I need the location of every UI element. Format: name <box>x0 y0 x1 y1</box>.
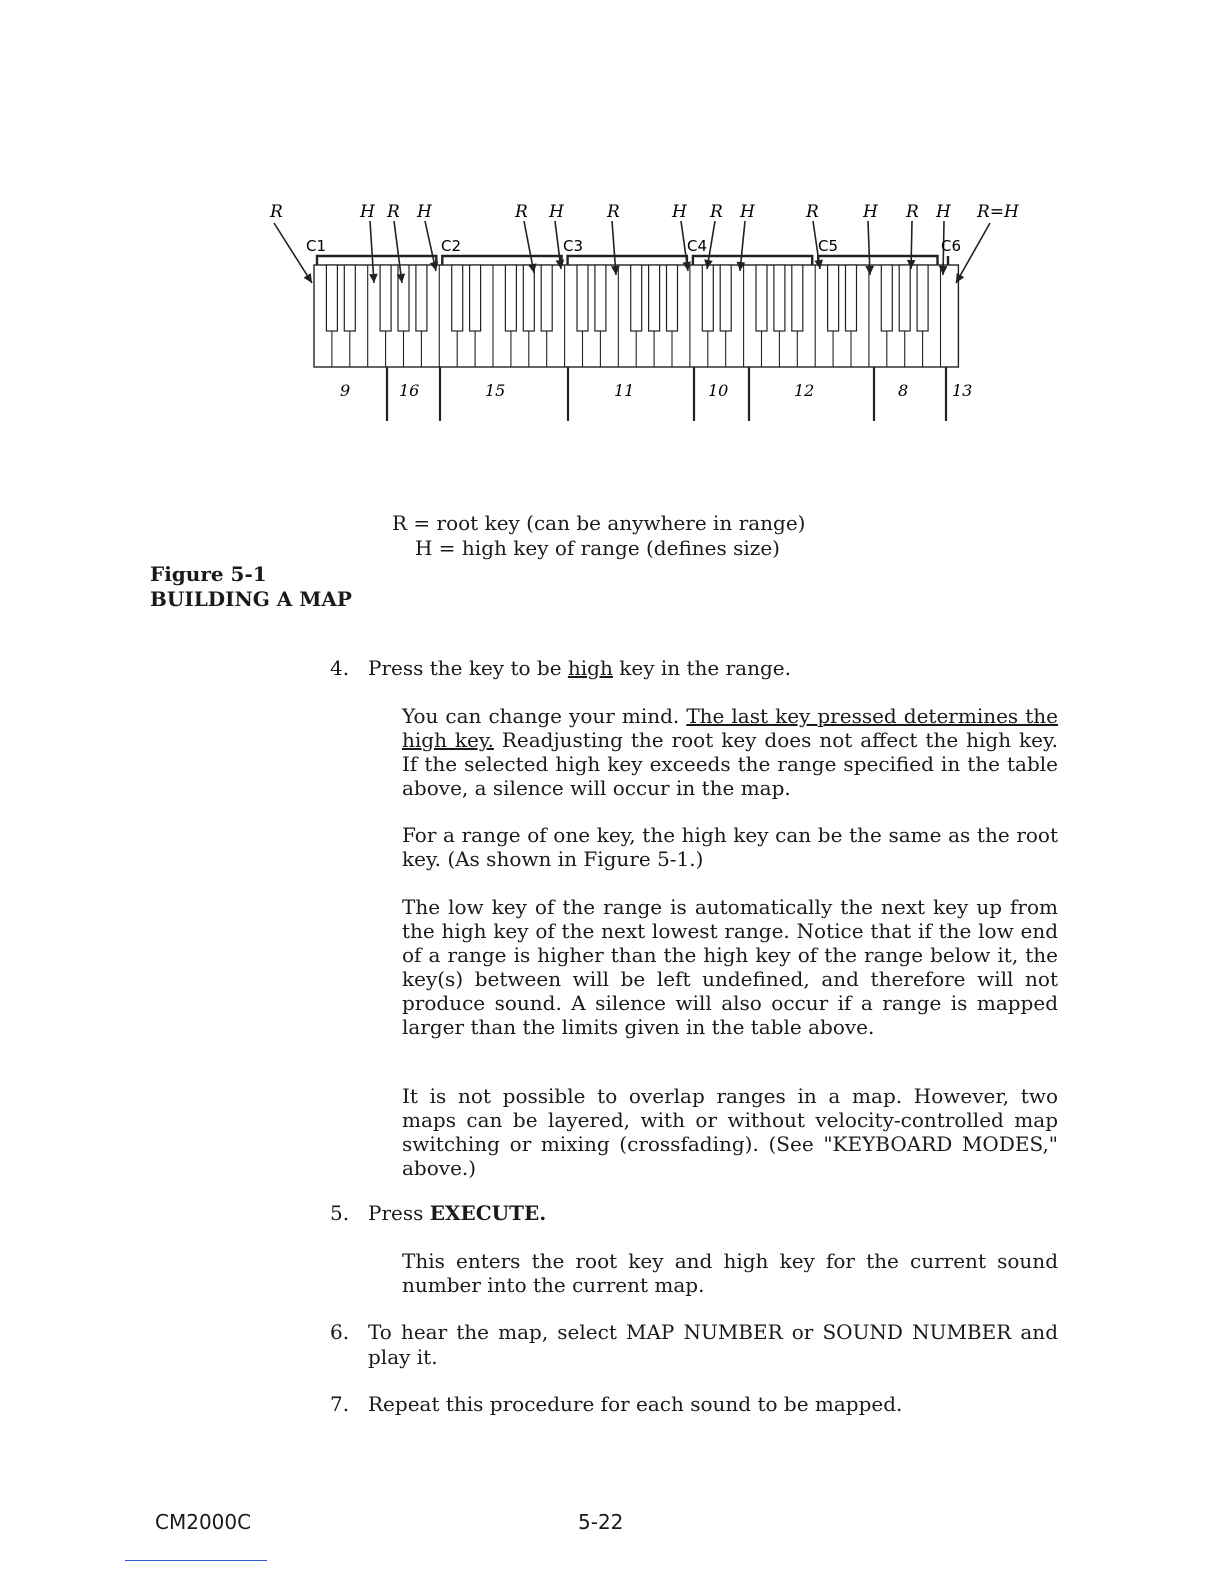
black-key <box>344 265 355 331</box>
label-h-4: H <box>672 202 687 222</box>
black-key <box>917 265 928 331</box>
step-4-paragraph-1 <box>402 704 1058 800</box>
label-r-3: R <box>515 202 528 222</box>
step-text-post: key in the range. <box>612 656 791 680</box>
step-text: Repeat this procedure for each sound to be mapped. <box>368 1392 903 1416</box>
black-key <box>505 265 516 331</box>
octave-bracket <box>317 256 436 265</box>
black-key <box>452 265 463 331</box>
paragraph-text-post: Readjusting the root key does not affect the high key. If the selected high key exceeds the range specified in the table above, a silence will occur in the map. <box>402 728 1058 800</box>
range-number-6: 12 <box>794 381 815 400</box>
range-number-7: 8 <box>898 381 909 400</box>
range-number-8: 13 <box>952 381 973 400</box>
range-dividers <box>387 367 946 421</box>
black-key <box>774 265 785 331</box>
step-number: 6. <box>330 1320 350 1344</box>
black-key <box>380 265 391 331</box>
paragraph-text-pre: You can change your mind. <box>402 704 687 728</box>
label-h-6: H <box>863 202 878 222</box>
range-number-2: 16 <box>399 381 420 400</box>
octave-label-c1: C1 <box>306 237 327 255</box>
step-6 <box>330 1320 1058 1370</box>
label-r-4: R <box>607 202 620 222</box>
label-r-5: R <box>710 202 723 222</box>
black-key <box>720 265 731 331</box>
footer-rule <box>125 1560 267 1561</box>
figure-title: BUILDING A MAP <box>150 587 352 611</box>
step-4-paragraph-2: For a range of one key, the high key can be the same as the root key. (As shown in Figure 5-1.) <box>402 823 1058 871</box>
keyboard-map-figure <box>260 195 1020 430</box>
figure-caption <box>150 562 352 612</box>
label-h-3: H <box>549 202 564 222</box>
step-text-pre: Press the key to be <box>368 656 568 680</box>
black-key <box>470 265 481 331</box>
black-key <box>702 265 713 331</box>
octave-label-c3: C3 <box>563 237 584 255</box>
label-r-7: R <box>906 202 919 222</box>
label-h-1: H <box>360 202 375 222</box>
range-number-4: 11 <box>614 381 635 400</box>
black-key <box>792 265 803 331</box>
arrow-head <box>430 261 438 271</box>
footer-page-number: 5-22 <box>578 1510 624 1534</box>
figure-number: Figure 5-1 <box>150 562 267 586</box>
arrow-head <box>865 266 874 275</box>
step-text-pre: Press <box>368 1201 430 1225</box>
arrow-head <box>304 273 312 283</box>
step-4-paragraph-4: It is not possible to overlap ranges in a map. However, two maps can be layered, with or without velocity-controlled map switching or mixing (crossfading). (See "KEYBOARD MODES," above.) <box>402 1084 1058 1180</box>
range-number-3: 15 <box>485 381 506 400</box>
step-5 <box>330 1201 546 1226</box>
legend-high: H = high key of range (defines size) <box>415 536 780 560</box>
arrow-shaft <box>956 223 990 283</box>
black-key <box>541 265 552 331</box>
step-number: 4. <box>330 656 350 680</box>
octave-bracket <box>818 256 937 265</box>
black-key <box>631 265 642 331</box>
black-key <box>756 265 767 331</box>
step-text-underlined: high <box>567 656 613 680</box>
black-key <box>649 265 660 331</box>
octave-brackets <box>317 256 948 265</box>
label-r-1: R <box>270 202 283 222</box>
octave-label-c4: C4 <box>687 237 708 255</box>
octave-label-c2: C2 <box>441 237 462 255</box>
arrow-shaft <box>370 221 374 283</box>
label-r-6: R <box>806 202 819 222</box>
octave-label-c5: C5 <box>818 237 839 255</box>
octave-label-c6: C6 <box>941 237 962 255</box>
step-number: 7. <box>330 1392 350 1416</box>
step-4-paragraph-3: The low key of the range is automatically the next key up from the high key of the next lowest range. Notice that if the low end of a range is higher than the high key of the range below it, the key(s) between will be left undefined, and therefore will not produce sound. A silence will also occur if a range is mapped larger than the limits given in the table above. <box>402 895 1058 1039</box>
range-number-5: 10 <box>708 381 729 400</box>
octave-bracket <box>442 256 561 265</box>
paragraph-text-underlined: The last key pressed determines the high key. <box>402 704 1058 752</box>
black-key <box>595 265 606 331</box>
label-h-5: H <box>740 202 755 222</box>
legend-root: R = root key (can be anywhere in range) <box>392 511 806 535</box>
black-key <box>523 265 534 331</box>
footer-document-code: CM2000C <box>155 1510 252 1534</box>
range-number-1: 9 <box>340 381 351 400</box>
step-number: 5. <box>330 1201 350 1225</box>
arrow-head <box>556 260 565 269</box>
black-key <box>416 265 427 331</box>
step-5-paragraph-1: This enters the root key and high key for the current sound number into the current map. <box>402 1249 1058 1297</box>
step-4 <box>330 656 791 681</box>
octave-bracket <box>693 256 812 265</box>
black-key <box>846 265 857 331</box>
octave-bracket <box>568 256 687 265</box>
black-key <box>326 265 337 331</box>
step-text-bold: EXECUTE. <box>429 1201 547 1225</box>
step-7 <box>330 1392 902 1417</box>
label-r-equals-h: R=H <box>977 202 1019 222</box>
black-keys <box>326 265 928 331</box>
label-r-2: R <box>387 202 400 222</box>
black-key <box>828 265 839 331</box>
step-text: To hear the map, select MAP NUMBER or SOUND NUMBER and play it. <box>368 1320 1058 1369</box>
black-key <box>899 265 910 331</box>
label-h-2: H <box>417 202 432 222</box>
black-key <box>577 265 588 331</box>
black-key <box>667 265 678 331</box>
label-h-7: H <box>936 202 951 222</box>
black-key <box>881 265 892 331</box>
arrow-head <box>369 274 378 283</box>
